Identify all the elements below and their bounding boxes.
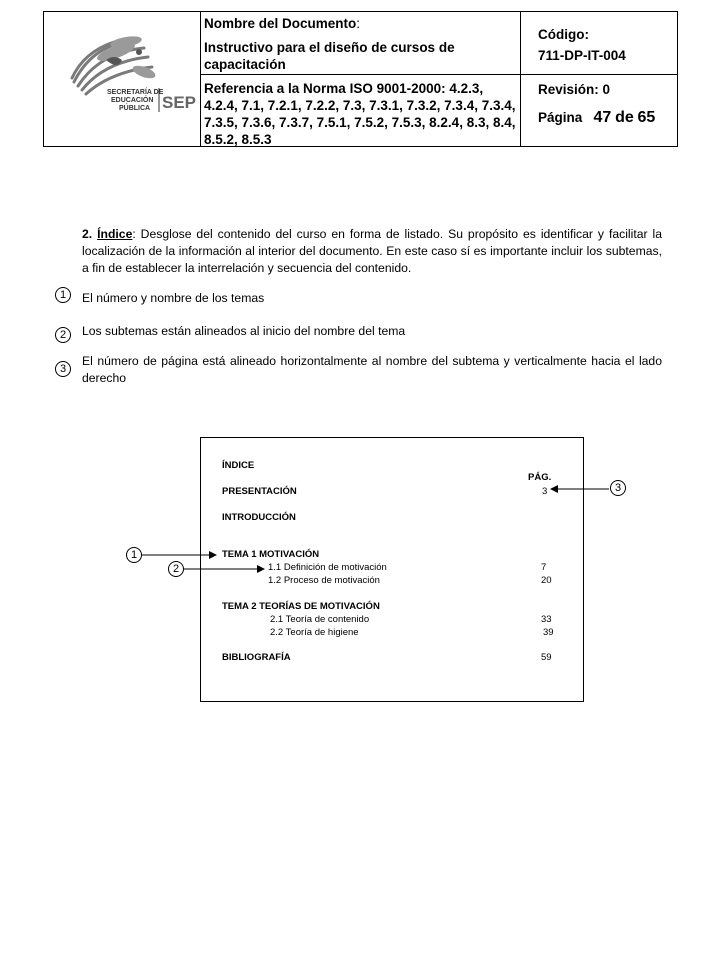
revision: Revisión: 0 [538, 82, 611, 97]
marker-3: 3 [55, 361, 71, 377]
index-description: 2. Índice: Desglose del contenido del curso en forma de listado. Su propósito es identificar y facilitar la localización de la información al interior del documento. En este caso sí es importante incluir los subtemas, a fin de establecer la interrelación y secuencia del contenido. [82, 227, 662, 275]
index-page-sub12: 20 [541, 575, 552, 586]
index-page-sub21: 33 [541, 614, 552, 625]
index-entry-introduccion: INTRODUCCIÓN [222, 512, 296, 523]
index-entry-sub12: 1.2 Proceso de motivación [268, 575, 380, 586]
logo-line-3: PÚBLICA [119, 105, 151, 112]
index-page-header: PÁG. [528, 472, 552, 483]
index-page-bibliografia: 59 [541, 652, 552, 663]
index-page-sub22: 39 [543, 627, 554, 638]
callout-marker-3: 3 [610, 480, 626, 496]
callout-marker-2: 2 [168, 561, 184, 577]
document-title: Instructivo para el diseño de cursos de capacitación [204, 40, 455, 72]
logo-line-2: EDUCACIÓN [111, 97, 154, 104]
item-3-text: El número de página está alineado horizontalmente al nombre del subtema y verticalmente hacia el lado derecho [82, 354, 662, 385]
page-number: Página 47 de 65 [538, 109, 656, 126]
item-2-text: Los subtemas están alineados al inicio del nombre del tema [82, 324, 406, 338]
callout-marker-1: 1 [126, 547, 142, 563]
logo-mark: SEP [162, 93, 197, 112]
item-1-text: El número y nombre de los temas [82, 291, 265, 305]
index-entry-tema1: TEMA 1 MOTIVACIÓN [222, 549, 320, 560]
index-entry-bibliografia: BIBLIOGRAFÍA [222, 652, 291, 663]
index-entry-sub21: 2.1 Teoría de contenido [270, 614, 370, 625]
logo-line-1: SECRETARÍA DE [107, 89, 164, 96]
index-entry-sub11: 1.1 Definición de motivación [268, 562, 387, 573]
marker-2: 2 [55, 327, 71, 343]
index-term: Índice [97, 227, 133, 241]
index-entry-tema2: TEMA 2 TEORÍAS DE MOTIVACIÓN [222, 601, 380, 612]
index-entry-presentacion: PRESENTACIÓN [222, 486, 297, 497]
index-page-presentacion: 3 [542, 486, 548, 497]
code-value: 711-DP-IT-004 [538, 48, 626, 63]
index-page-sub11: 7 [541, 562, 547, 573]
code-label: Código: [538, 27, 589, 42]
iso-reference: Referencia a la Norma ISO 9001-2000: 4.2.3, 4.2.4, 7.1, 7.2.1, 7.2.2, 7.3, 7.3.1, 7.3.2, 7.3.4, 7.3.4, 7.3.5, 7.3.6, 7.3.7, 7.5.1, 7.5.2, 7.5.3, 8.2.4, 8.3, 8.4, 8.5.2, 8.5.3 [204, 81, 516, 147]
marker-1: 1 [55, 287, 71, 303]
document-name-label: Nombre del Documento: [204, 16, 361, 31]
index-title: ÍNDICE [222, 460, 255, 471]
index-entry-sub22: 2.2 Teoría de higiene [270, 627, 359, 638]
